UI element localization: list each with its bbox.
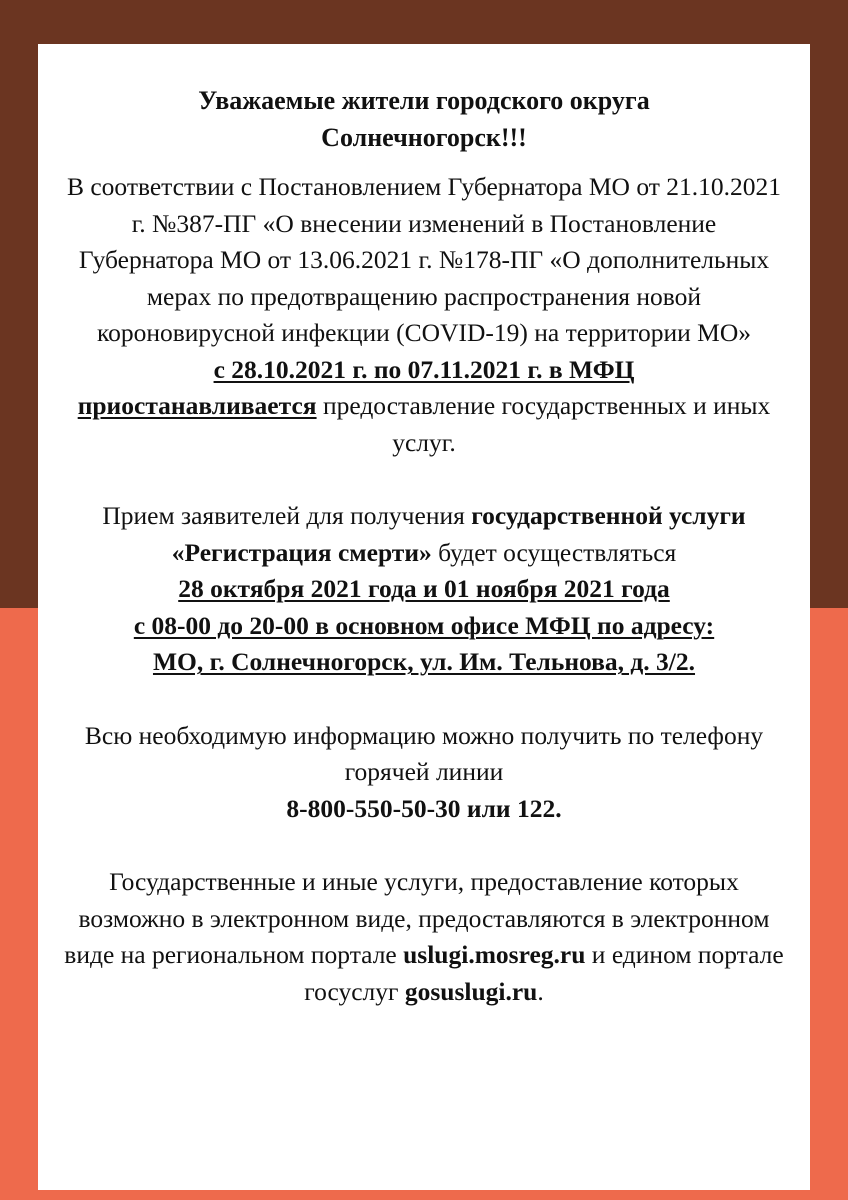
reception-address: МО, г. Солнечногорск, ул. Им. Тельнова, д. 3/2.	[152, 647, 696, 676]
suspension-rest: предоставление государственных и иных услуг.	[316, 391, 771, 457]
reception-text-2: будет осуществляться	[431, 537, 677, 567]
portals-text-2: и едином портале госуслуг	[304, 940, 784, 1006]
suspension-word: приостанавливается	[77, 391, 317, 420]
federal-portal-link: gosuslugi.ru	[404, 976, 538, 1006]
intro-paragraph	[62, 169, 786, 461]
announcement-title	[62, 82, 786, 156]
hotline-text: Всю необходимую информацию можно получить по телефону горячей линии	[84, 720, 764, 786]
suspension-period: с 28.10.2021 г. по 07.11.2021 г. в МФЦ	[213, 354, 635, 384]
spacer	[62, 681, 786, 718]
reception-hours: с 08-00 до 20-00 в основном офисе МФЦ по адресу:	[133, 610, 715, 640]
reception-paragraph	[62, 498, 786, 681]
portals-text-1: Государственные и иные услуги, предоставление которых возможно в электронном виде, предоставляются в электронном виде на региональном портале	[64, 867, 770, 969]
reception-text-1: Прием заявителей для получения	[102, 501, 472, 530]
reception-service: государственной услуги «Регистрация смерти»	[171, 501, 746, 567]
announcement-sheet	[38, 44, 810, 1190]
regional-portal-link: uslugi.mosreg.ru	[403, 940, 586, 969]
title-line-1: Уважаемые жители городского округа	[198, 86, 650, 115]
title-line-2: Солнечногорск!!!	[321, 123, 527, 152]
intro-text: В соответствии с Постановлением Губернатора МО от 21.10.2021 г. №387-ПГ «О внесении изменений в Постановление Губернатора МО от 13.06.2021 г. №178-ПГ «О дополнительных мерах по предотвращению распространения новой короновирусной инфекции (COVID-19) на территории МО»	[66, 172, 782, 347]
hotline-paragraph	[62, 718, 786, 828]
spacer	[62, 461, 786, 498]
spacer	[62, 827, 786, 864]
portals-paragraph	[62, 864, 786, 1010]
hotline-phone: 8-800-550-50-30 или 122.	[286, 793, 562, 823]
portals-end: .	[537, 976, 544, 1006]
reception-dates: 28 октября 2021 года и 01 ноября 2021 года	[178, 574, 670, 603]
